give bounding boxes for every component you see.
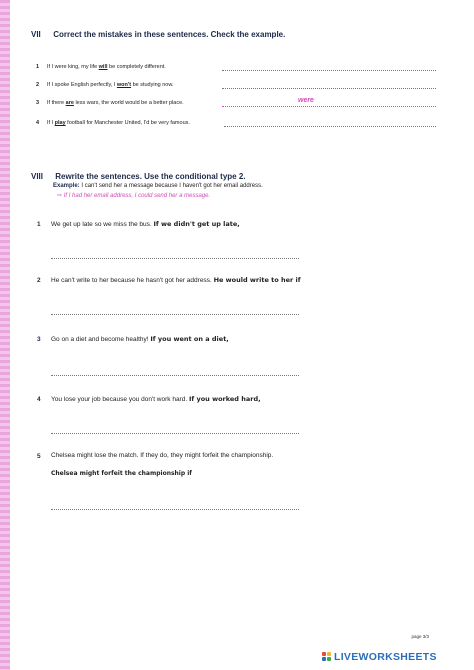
item-sentence: Chelsea might lose the match. If they do, they might forfeit the championship. [51, 452, 274, 459]
exercise-item [51, 276, 301, 284]
sentence-part: be completely different. [107, 64, 166, 70]
example-line [53, 183, 263, 189]
sentence-part: less wars, the world would be a better place. [73, 100, 184, 106]
section-instructions: Rewrite the sentences. Use the conditional type 2. [55, 172, 246, 181]
exercise-item [51, 395, 261, 403]
mistake-word: will [98, 64, 108, 70]
exercise-item [51, 335, 229, 343]
item-prompt: If we didn't get up late, [153, 220, 240, 228]
exercise-item [51, 220, 240, 228]
answer-field[interactable] [51, 433, 299, 434]
item-number: 3 [36, 100, 40, 106]
item-number: 2 [36, 82, 40, 88]
item-prompt: He would write to her if [213, 276, 301, 284]
item-number: 2 [37, 277, 41, 284]
sentence-part: If I were king, my life [47, 64, 99, 70]
item-sentence [47, 100, 184, 106]
liveworksheets-logo-icon [322, 652, 332, 662]
example-answer: If I had her email address, I could send her a message. [63, 193, 211, 199]
sentence-part: football for Manchester United, I'd be very famous. [65, 120, 190, 126]
item-sentence [47, 64, 166, 70]
item-sentence: He can't write to her because he hasn't got her address. [51, 277, 212, 284]
mistake-word: are [65, 100, 74, 106]
item-number: 5 [37, 453, 41, 460]
answer-field[interactable] [222, 70, 436, 71]
item-sentence [47, 120, 190, 126]
item-number: 4 [37, 396, 41, 403]
item-number: 1 [36, 64, 40, 70]
sentence-part: If I spoke English perfectly, I [47, 82, 117, 88]
page-number: page 3/3 [411, 634, 429, 639]
arrow-icon: ⇨ [57, 193, 63, 199]
item-number: 4 [36, 120, 40, 126]
answer-field[interactable] [224, 126, 436, 127]
example-answer-line [57, 192, 210, 199]
answer-field[interactable] [222, 106, 436, 107]
exercise-item [51, 452, 273, 459]
section-instructions: Correct the mistakes in these sentences. Check the example. [53, 30, 286, 39]
answer-field[interactable] [51, 314, 299, 315]
item-prompt: If you worked hard, [188, 395, 261, 403]
mistake-word: won't [116, 82, 132, 88]
section-number: VII [31, 30, 41, 39]
item-sentence: Go on a diet and become healthy! [51, 336, 149, 343]
item-sentence: You lose your job because you don't work hard. [51, 396, 188, 403]
section-heading [31, 30, 285, 39]
answer-field[interactable] [51, 509, 299, 510]
example-answer: were [298, 97, 314, 104]
item-number: 3 [37, 336, 41, 343]
sentence-part: be studying now. [131, 82, 174, 88]
item-number: 1 [37, 221, 41, 228]
section-number: VIII [31, 172, 44, 181]
sentence-part: If there [47, 100, 66, 106]
decorative-side-border [0, 0, 10, 670]
answer-field[interactable] [51, 258, 299, 259]
item-prompt: If you went on a diet, [150, 335, 229, 343]
mistake-word: play [54, 120, 66, 126]
answer-field[interactable] [51, 375, 299, 376]
liveworksheets-logo[interactable] [322, 651, 437, 663]
brand-name: LIVEWORKSHEETS [334, 651, 437, 663]
item-sentence [47, 82, 174, 88]
section-heading [31, 172, 246, 181]
answer-field[interactable] [222, 88, 436, 89]
item-sentence: We get up late so we miss the bus. [51, 221, 152, 228]
item-prompt: Chelsea might forfeit the championship if [51, 470, 192, 477]
example-text: I can't send her a message because I haven't got her email address. [81, 183, 263, 189]
example-label: Example: [53, 183, 80, 189]
sentence-part: If I [47, 120, 55, 126]
